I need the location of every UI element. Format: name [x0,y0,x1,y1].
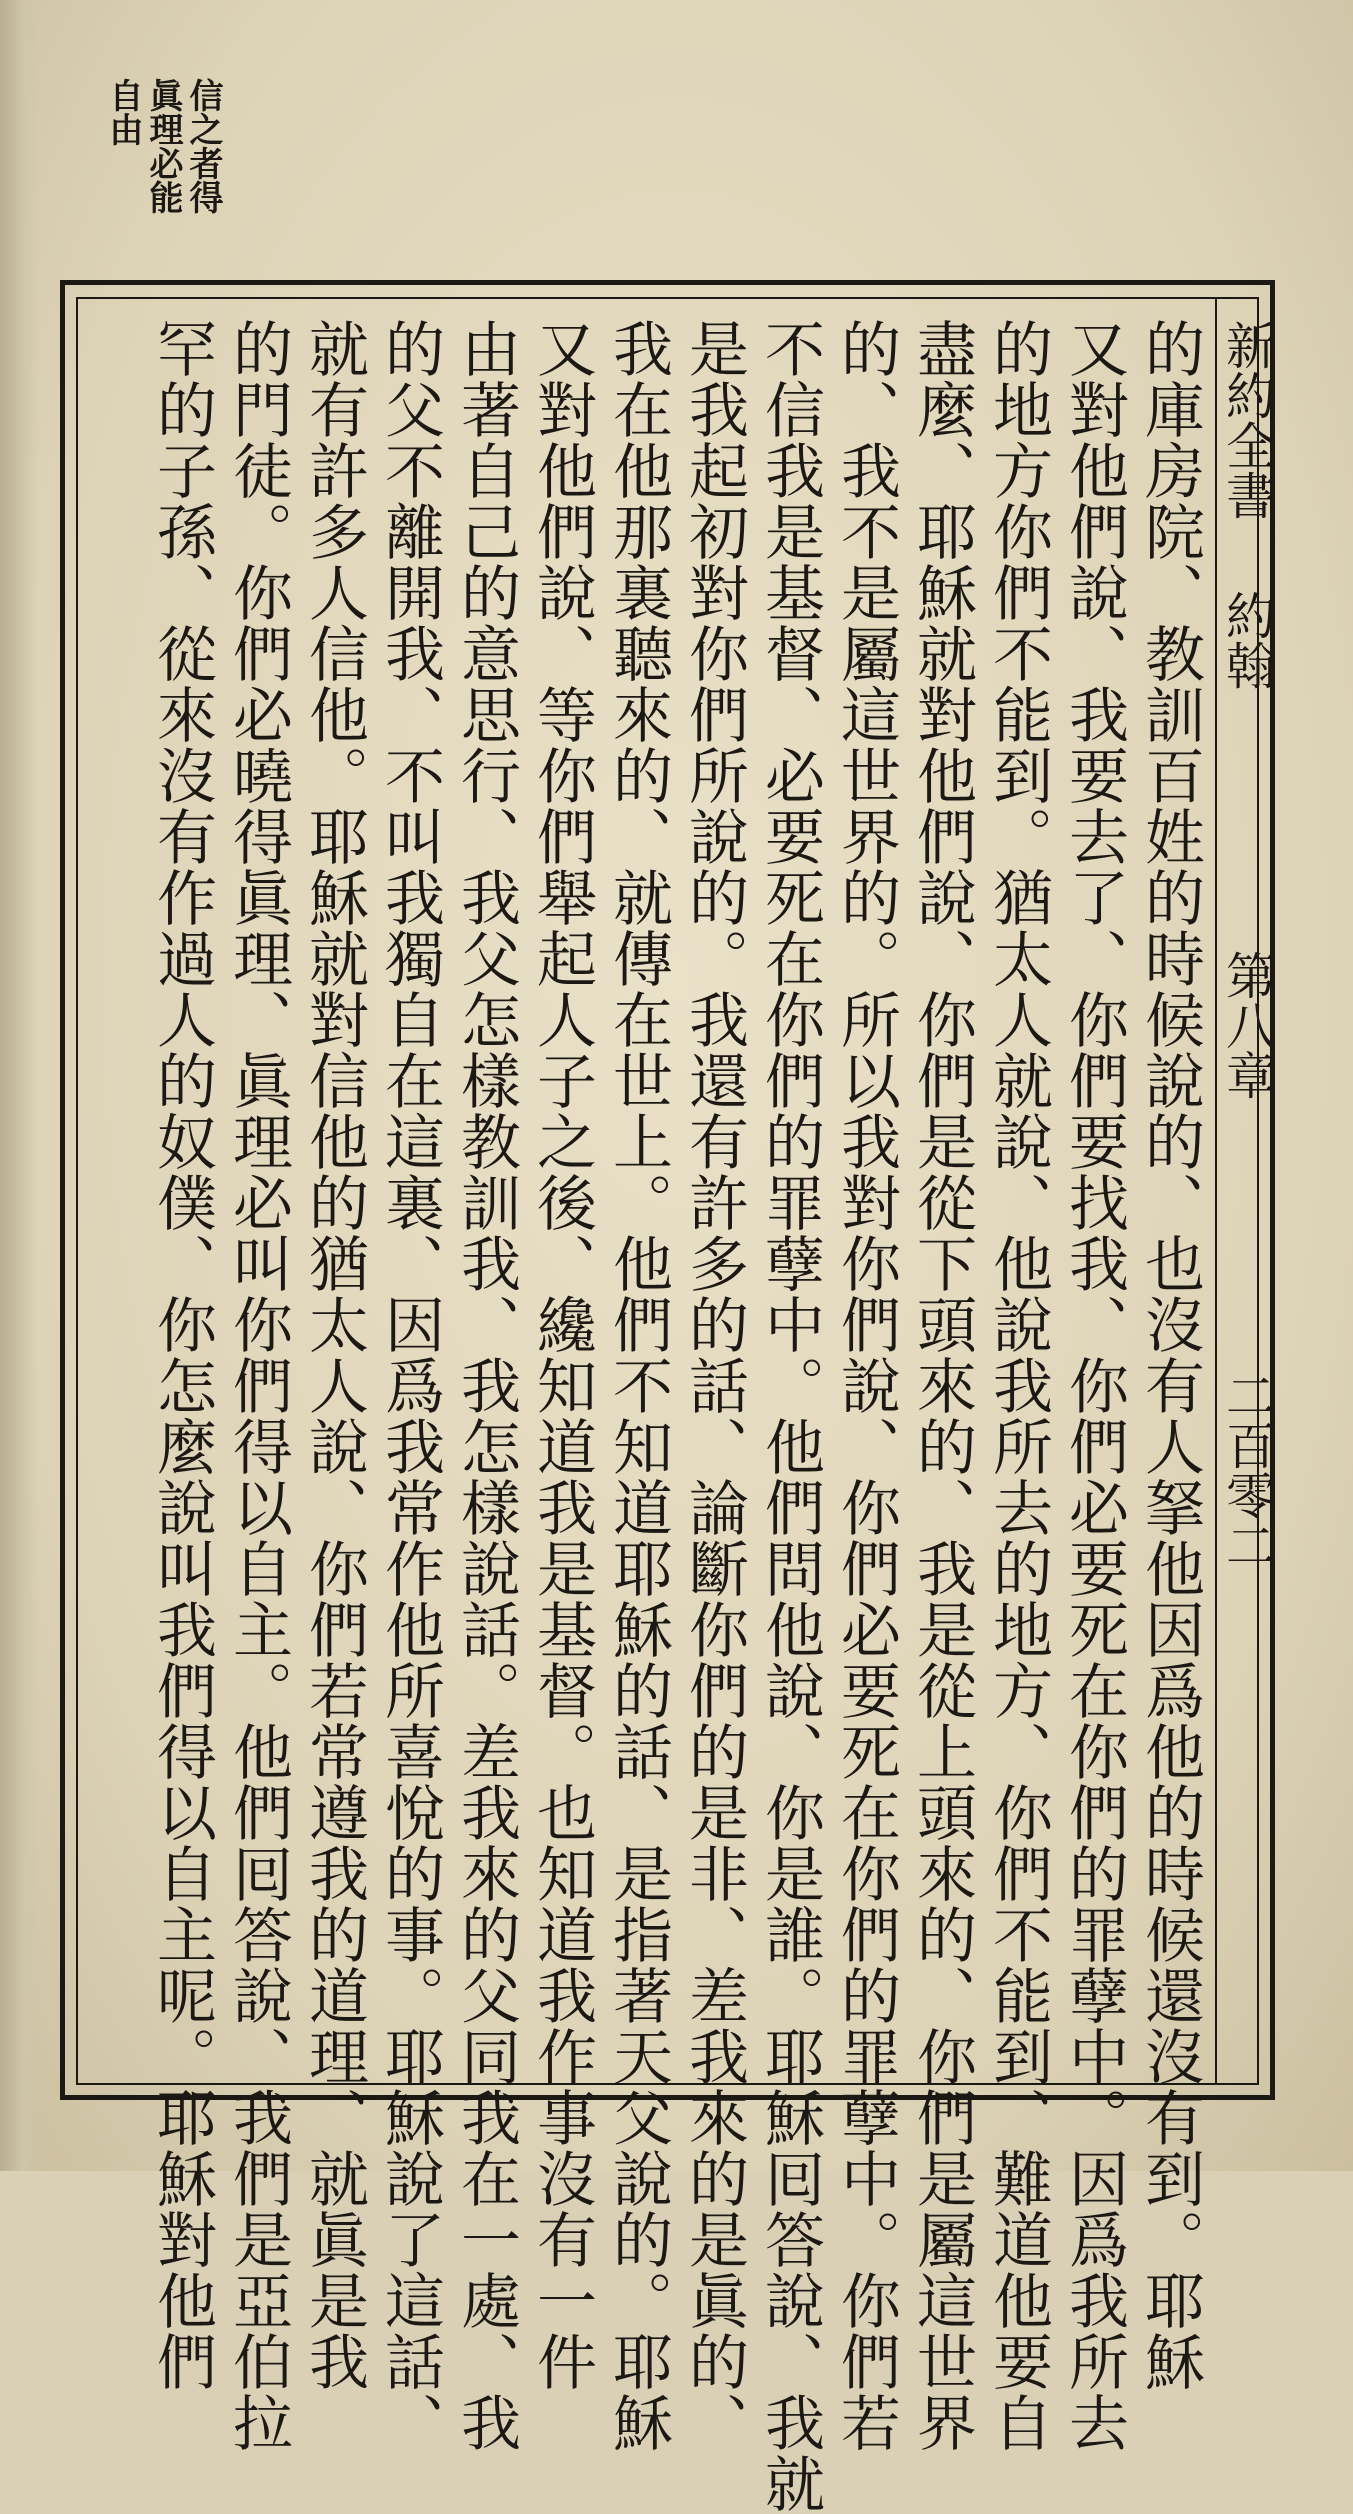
text-column-5: 的、我不是屬這世界的。所以我對你們說、你們必要死在你們的罪孽中。你們若 [831,318,901,2453]
book-title: 新約全書 [1218,320,1276,520]
text-column-9: 又對他們說、等你們舉起人子之後、纔知道我是基督。也知道我作事沒有一件 [527,318,597,2392]
text-column-1: 的庫房院、教訓百姓的時候說的、也沒有人拏他因爲他的時候還沒有到。耶穌 [1135,318,1205,2392]
chapter-label: 第八章 [1218,950,1276,1100]
text-column-7: 是我起初對你們所說的。我還有許多的話、論斷你們的是非、差我來的是眞的、 [679,318,749,2453]
header-divider [1215,297,1217,2085]
text-column-11: 的父不離開我、不叫我獨自在這裏、因爲我常作他所喜悅的事。耶穌說了這話、 [375,318,445,2453]
text-column-2: 又對他們說、我要去了、你們要找我、你們必要死在你們的罪孽中。因爲我所去 [1059,318,1129,2453]
text-column-3: 的地方你們不能到。猶太人就說、他說我所去的地方、你們不能到、難道他要自 [983,318,1053,2453]
text-column-14: 罕的子孫、從來沒有作過人的奴僕、你怎麼說叫我們得以自主呢。耶穌對他們 [147,318,217,2392]
running-header [1218,320,1276,1570]
text-column-4: 盡麼、耶穌就對他們說、你們是從下頭來的、我是從上頭來的、你們是屬這世界 [907,318,977,2453]
text-column-13: 的門徒。你們必曉得眞理、眞理必叫你們得以自主。他們囘答說、我們是亞伯拉 [223,318,293,2453]
margin-note-line-2: 眞理必能 [143,78,183,214]
text-column-8: 我在他那裏聽來的、就傳在世上。他們不知道耶穌的話、是指著天父說的。耶穌 [603,318,673,2453]
text-column-6: 不信我是基督、必要死在你們的罪孽中。他們問他說、你是誰。耶穌囘答說、我就 [755,318,825,2514]
gospel-name: 約翰 [1218,590,1276,690]
margin-note-line-3: 自由 [103,78,143,146]
text-column-12: 就有許多人信他。耶穌就對信他的猶太人說、你們若常遵我的道理、就眞是我 [299,318,369,2392]
binding-shadow [0,0,38,2171]
margin-note-line-1: 信之者得 [183,78,223,214]
text-column-10: 由著自己的意思行、我父怎樣教訓我、我怎樣說話。差我來的父同我在一處、我 [451,318,521,2453]
page-number: 二百零二 [1218,1370,1276,1570]
